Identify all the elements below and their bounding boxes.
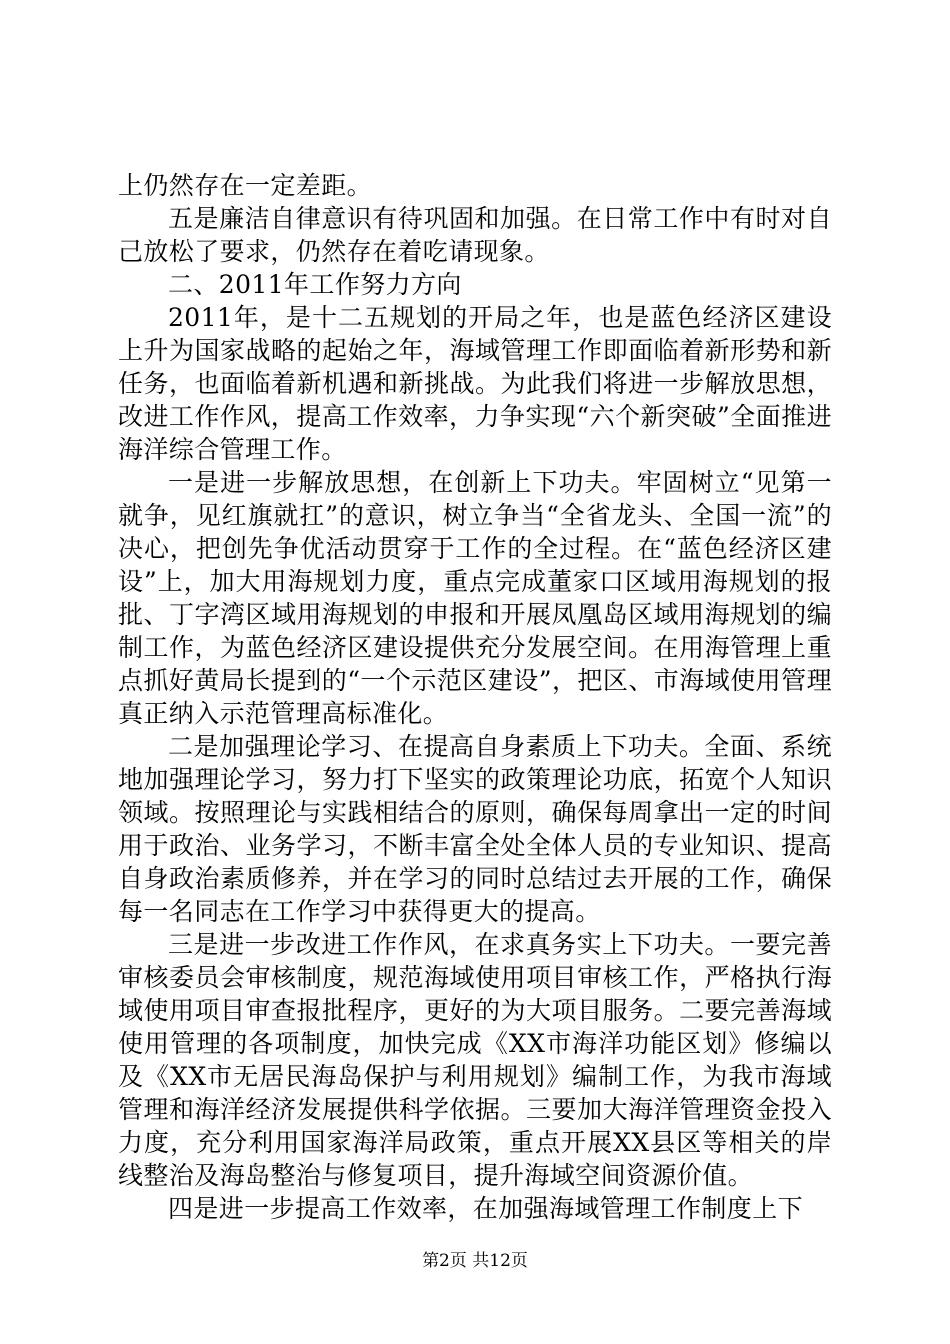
page-number-footer: 第2页 共12页	[422, 1251, 528, 1271]
paragraph-integrity: 五是廉洁自律意识有待巩固和加强。在日常工作中有时对自己放松了要求，仍然存在着吃请现象。	[118, 204, 832, 266]
paragraph-point-two: 二是加强理论学习、在提高自身素质上下功夫。全面、系统地加强理论学习，努力打下坚实的政策理论功底，拓宽个人知识领域。按照理论与实践相结合的原则，确保每周拿出一定的时间用于政治、业务学习，不断丰富全处全体人员的专业知识、提高自身政治素质修养，并在学习的同时总结过去开展的工作，确保每一名同志在工作学习中获得更大的提高。	[118, 732, 832, 926]
paragraph-point-one: 一是进一步解放思想，在创新上下功夫。牢固树立“见第一就争，见红旗就扛”的意识，树立争当“全省龙头、全国一流”的决心，把创先争优活动贯穿于工作的全过程。在“蓝色经济区建设”上，加大用海规划力度，重点完成董家口区域用海规划的报批、丁字湾区域用海规划的申报和开展凤凰岛区域用海规划的编制工作，为蓝色经济区建设提供充分发展空间。在用海管理上重点抓好黄局长提到的“一个示范区建设”，把区、市海域使用管理真正纳入示范管理高标准化。	[118, 468, 832, 728]
paragraph-2011-overview: 2011年，是十二五规划的开局之年，也是蓝色经济区建设上升为国家战略的起始之年，海域管理工作即面临着新形势和新任务，也面临着新机遇和新挑战。为此我们将进一步解放思想，改进工作作风，提高工作效率，力争实现“六个新突破”全面推进海洋综合管理工作。	[118, 303, 832, 464]
paragraph-continuation: 上仍然存在一定差距。	[118, 171, 373, 200]
paragraph-point-four: 四是进一步提高工作效率，在加强海域管理工作制度上下	[168, 1194, 804, 1223]
paragraph-point-three: 三是进一步改进工作作风，在求真务实上下功夫。一要完善审核委员会审核制度，规范海域使用项目审核工作，严格执行海域使用项目审查报批程序，更好的为大项目服务。二要完善海域使用管理的各项制度，加快完成《XX市海洋功能区划》修编以及《XX市无居民海岛保护与利用规划》编制工作，为我市海域管理和海洋经济发展提供科学依据。三要加大海洋管理资金投入力度，充分利用国家海洋局政策，重点开展XX县区等相关的岸线整治及海岛整治与修复项目，提升海域空间资源价值。	[118, 930, 832, 1190]
document-body	[118, 169, 832, 1225]
section-heading-2011-direction: 二、2011年工作努力方向	[168, 270, 462, 299]
